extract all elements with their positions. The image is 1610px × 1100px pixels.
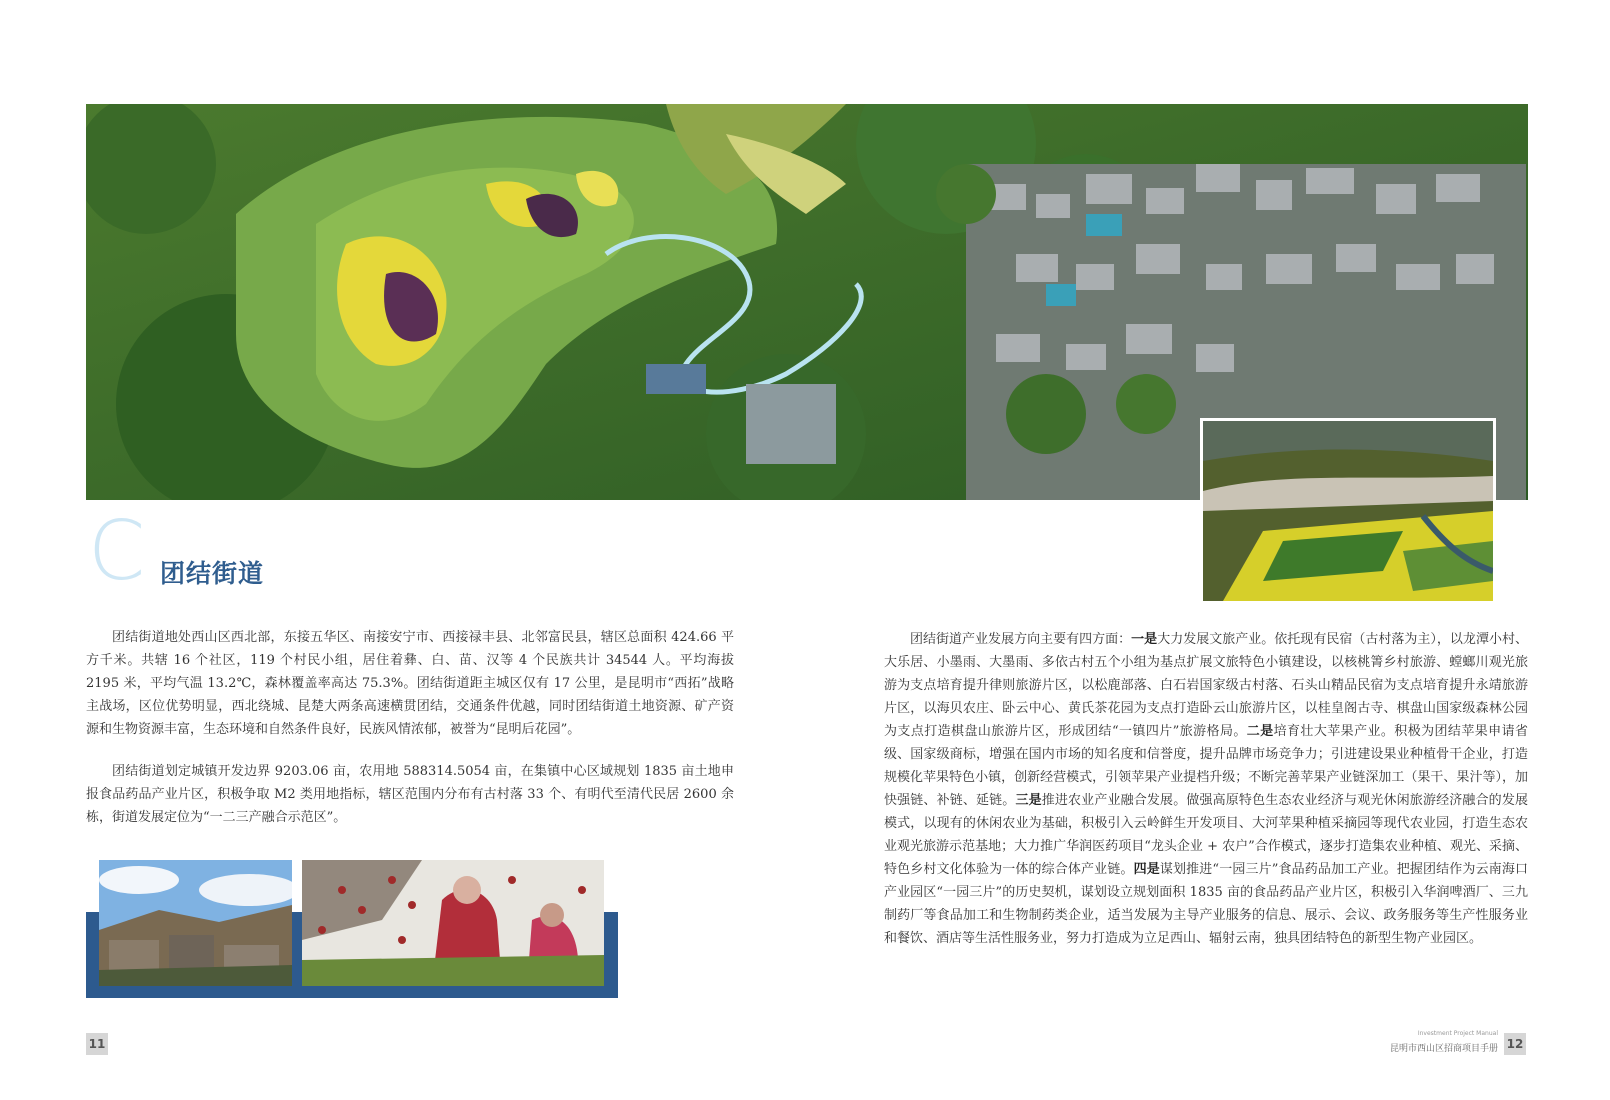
right-text-1: 大力发展文旅产业。依托现有民宿（古村落为主），以龙潭小村、大乐居、小墨雨、大墨雨、多依古村五个小组为基点扩展文旅特色小镇建设，以核桃箐乡村旅游、螳螂川观光旅游为支点培育提升律则旅游片区，以松鹿部落、白石岩国家级古村落、石头山精品民宿为支点培育提升永靖旅游片区，以海贝农庄、卧云中心、黄氏茶花园为支点打造卧云山旅游片区，以桂皇阁古寺、棋盘山国家级森林公园为支点打造棋盘山旅游片区，形成团结“一镇四片”旅游格局。 xyxy=(884,632,1528,739)
keyword-3: 三是 xyxy=(1015,793,1042,808)
section-letter: C xyxy=(88,504,146,599)
manual-title-en: Investment Project Manual xyxy=(1417,1030,1498,1037)
keyword-2: 二是 xyxy=(1246,724,1274,739)
page-number-left: 11 xyxy=(86,1033,108,1055)
apple-picking-photo xyxy=(302,860,604,986)
section-title: 团结街道 xyxy=(160,559,265,588)
left-paragraph-2: 团结街道划定城镇开发边界 9203.06 亩，农用地 588314.5054 亩，在集镇中心区域规划 1835 亩土地申报食品药品产业片区，积极争取 M2 类用地指标，辖区范围内分布有古村落 33 个、有明代至清代民居 2600 余栋，街道发展定位为“一二三产融合示范区”。 xyxy=(86,764,734,825)
right-text-4: 谋划推进“一园三片”食品药品加工产业。把握团结作为云南海口产业园区“一园三片”的历史契机，谋划设立规划面积 1835 亩的食品药品产业片区，积极引入华润啤酒厂、三九制药厂等食品加工和生物制药类企业，适当发展为主导产业服务的信息、展示、会议、政务服务等生产性服务业和餐饮、酒店等生活性服务业，努力打造成为立足西山、辐射云南，独具团结特色的新型生物产业园区。 xyxy=(884,862,1528,946)
inset-farmland-photo xyxy=(1200,418,1496,604)
right-text-2: 培育壮大苹果产业。积极为团结苹果申请省级、国家级商标，增强在国内市场的知名度和信誉度，提升品牌市场竞争力；引进建设果业种植骨干企业，打造规模化苹果特色小镇，创新经营模式，引领苹果产业提档升级；不断完善苹果产业链深加工（果干、果汁等），加快强链、补链、延链。 xyxy=(884,724,1528,808)
right-intro: 团结街道产业发展方向主要有四方面： xyxy=(910,632,1132,647)
right-paragraph xyxy=(884,628,1528,950)
right-text-3: 推进农业产业融合发展。做强高原特色生态农业经济与观光休闲旅游经济融合的发展模式，以现有的休闲农业为基础，积极引入云岭鲜生开发项目、大河苹果种植采摘园等现代农业园，打造生态农业观光旅游示范基地；大力推广华润医药项目“龙头企业 + 农户”合作模式，逐步打造集农业种植、观光、采摘、特色乡村文化体验为一体的综合体产业链。 xyxy=(884,793,1528,877)
village-photo xyxy=(99,860,292,986)
keyword-4: 四是 xyxy=(1133,862,1160,877)
manual-title-cn: 昆明市西山区招商项目手册 xyxy=(1389,1044,1498,1054)
keyword-1: 一是 xyxy=(1131,632,1158,647)
left-paragraph-1: 团结街道地处西山区西北部，东接五华区、南接安宁市、西接禄丰县、北邻富民县，辖区总面积 424.66 平方千米。共辖 16 个社区，119 个村民小组，居住着彝、白、苗、汉等 4 个民族共计 34544 人。平均海拔 2195 米，平均气温 13.2℃，森林覆盖率高达 75.3%。团结街道距主城区仅有 17 公里，是昆明市“西拓”战略主战场，区位优势明显，西北绕城、昆楚大两条高速横贯团结，交通条件优越，同时团结街道土地资源、矿产资源和生物资源丰富，生态环境和自然条件良好，民族风情浓郁，被誉为“昆明后花园”。 xyxy=(86,630,734,737)
page-number-right: 12 xyxy=(1504,1033,1526,1055)
